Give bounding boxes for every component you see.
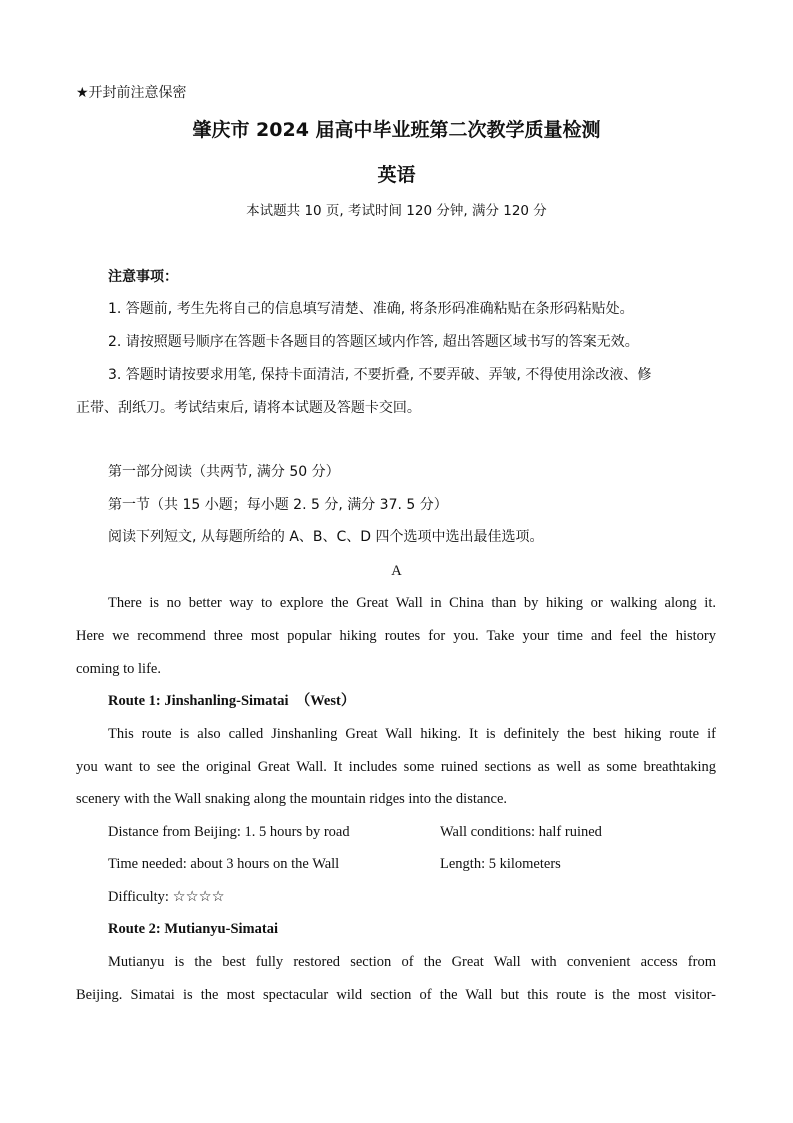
route1-conditions: Wall conditions: half ruined bbox=[440, 824, 602, 840]
route1-distance: Distance from Beijing: 1. 5 hours by road bbox=[108, 824, 350, 840]
notice-heading: 注意事项： bbox=[108, 269, 178, 285]
intro-line-3: coming to life. bbox=[76, 661, 161, 677]
intro-line-1: There is no better way to explore the Great Wall in China than by hiking or walking along it. bbox=[108, 595, 716, 611]
confidential-note: ★开封前注意保密 bbox=[76, 85, 187, 101]
reading-instruction: 阅读下列短文, 从每题所给的 A、B、C、D 四个选项中选出最佳选项。 bbox=[108, 529, 544, 545]
intro-line-2: Here we recommend three most popular hiking routes for you. Take your time and feel the history bbox=[76, 628, 716, 644]
notice-item-3-line-2: 正带、刮纸刀。考试结束后, 请将本试题及答题卡交回。 bbox=[76, 400, 421, 416]
notice-item-1: 1. 答题前, 考生先将自己的信息填写清楚、准确, 将条形码准确粘贴在条形码粘贴处。 bbox=[108, 301, 634, 317]
route1-desc-line-1: This route is also called Jinshanling Great Wall hiking. It is definitely the best hiking route if bbox=[108, 726, 716, 742]
section1-heading: 第一节（共 15 小题；每小题 2. 5 分, 满分 37. 5 分） bbox=[108, 497, 448, 513]
route2-heading: Route 2: Mutianyu-Simatai bbox=[108, 921, 278, 937]
route2-desc-line-2: Beijing. Simatai is the most spectacular wild section of the Wall but this route is the most visitor- bbox=[76, 987, 716, 1003]
part1-heading: 第一部分阅读（共两节, 满分 50 分） bbox=[108, 464, 340, 480]
route1-desc-line-3: scenery with the Wall snaking along the mountain ridges into the distance. bbox=[76, 791, 508, 807]
route1-length: Length: 5 kilometers bbox=[440, 856, 561, 872]
notice-item-3-line-1: 3. 答题时请按要求用笔, 保持卡面清洁, 不要折叠, 不要弄破、弄皱, 不得使用涂改液、修 bbox=[108, 367, 652, 383]
route1-time: Time needed: about 3 hours on the Wall bbox=[108, 856, 340, 872]
route1-difficulty: Difficulty: ☆☆☆☆ bbox=[108, 889, 225, 905]
exam-title: 肇庆市 2024 届高中毕业班第二次教学质量检测 bbox=[192, 119, 601, 141]
route1-desc-line-2: you want to see the original Great Wall. It includes some ruined sections as well as some breathtaking bbox=[76, 759, 716, 775]
exam-info: 本试题共 10 页, 考试时间 120 分钟, 满分 120 分 bbox=[246, 203, 547, 219]
passage-label: A bbox=[391, 563, 402, 579]
subject-title: 英语 bbox=[377, 164, 416, 186]
notice-item-2: 2. 请按照题号顺序在答题卡各题目的答题区域内作答, 超出答题区域书写的答案无效。 bbox=[108, 334, 639, 350]
route2-desc-line-1: Mutianyu is the best fully restored section of the Great Wall with convenient access from bbox=[108, 954, 716, 970]
route1-heading: Route 1: Jinshanling-Simatai （West） bbox=[108, 693, 356, 709]
